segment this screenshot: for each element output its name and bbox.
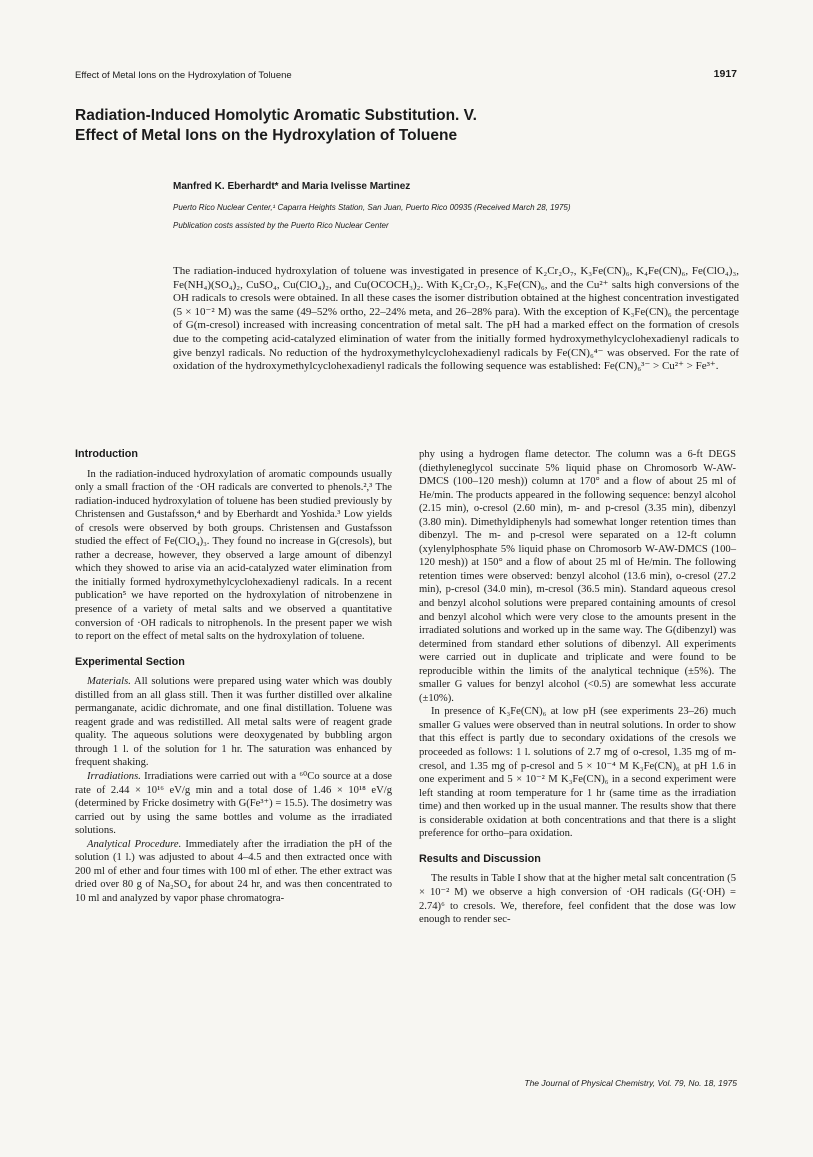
analytical-text: Immediately after the irradiation the pH of the solution (1 l.) was adjusted to about 4–4.5 and then extracted once with 200 ml of ether and four times with 100 ml of ether. The ether extract was dried over 80 g of Na₂SO₄ for about 24 hr, and was then concentrated to 10 ml and analyzed by vapor phase chromatogra-: [75, 838, 392, 904]
irradiations-text: Irradiations were carried out with a ⁶⁰Co source at a dose rate of 2.44 × 10¹⁶ eV/g min and a total dose of 1.46 × 10¹⁸ eV/g (determined by Fricke dosimetry with G(Fe³⁺) = 15.5). The dosimetry was carried out by using the same bottles and volume as the irradiated solutions.: [75, 771, 392, 837]
analytical-label: Analytical Procedure.: [87, 838, 182, 850]
materials-paragraph: [75, 675, 392, 770]
materials-label: Materials.: [87, 676, 131, 688]
right-column: [419, 448, 736, 927]
running-head: Effect of Metal Ions on the Hydroxylation of Toluene: [75, 70, 292, 81]
affiliation: Puerto Rico Nuclear Center,¹ Caparra Heights Station, San Juan, Puerto Rico 00935 (Received March 28, 1975): [173, 203, 571, 212]
title-line-2: Effect of Metal Ions on the Hydroxylation of Toluene: [75, 127, 458, 144]
title-line-1: Radiation-Induced Homolytic Aromatic Substitution. V.: [75, 107, 477, 124]
analytical-paragraph: [75, 838, 392, 906]
results-paragraph: The results in Table I show that at the higher metal salt concentration (5 × 10⁻² M) we observe a high conversion of ·OH radicals (G(·OH) = 2.74)⁶ to cresols. We, therefore, feel confident that the dose was low enough to render sec-: [419, 873, 736, 926]
publication-costs-note: Publication costs assisted by the Puerto Rico Nuclear Center: [173, 221, 389, 230]
materials-text: All solutions were prepared using water which was doubly distilled from an all glass still. Then it was further distilled over alkaline permanganate, acidic dichromate, and one final distillation. Toluene was reagent grade and was redistilled. All metal salts were of reagent grade quality. The aqueous solutions were deoxygenated by bubbling argon through 1 l. of the solution for 1 hr. The saturation was enhanced by frequent shaking.: [75, 676, 392, 769]
experimental-heading: Experimental Section: [75, 655, 185, 668]
authors: Manfred K. Eberhardt* and Maria Ivelisse Martinez: [173, 181, 411, 192]
journal-footer: The Journal of Physical Chemistry, Vol. 79, No. 18, 1975: [524, 1078, 737, 1088]
irradiations-paragraph: [75, 770, 392, 838]
results-heading: Results and Discussion: [419, 852, 541, 865]
introduction-paragraph: In the radiation-induced hydroxylation of aromatic compounds usually only a small fraction of the ·OH radicals are converted to phenols.²,³ The radiation-induced hydroxylation of toluene has been studied previously by Christensen and Gustafsson,⁴ and by Eberhardt and Yoshida.³ Low yields of cresols were observed by both groups. Christensen and Gustafsson studied the effect of Fe(ClO₄)₃. They found no increase in G(cresols), but rather a decrease, however, they observed a large amount of dibenzyl which they showed to arise via an acid-catalyzed water elimination from the initially formed hydroxymethylcyclohexadienyl radicals. In a recent publication⁵ we have reported on the hydroxylation of nitrobenzene in presence of a variety of metal salts and we observed a quantitative conversion of ·OH radicals to nitrophenols. In the present paper we wish to report on the effect of metal salts on the hydroxylation of toluene.: [75, 468, 392, 643]
oxidation-paragraph: In presence of K₃Fe(CN)₆ at low pH (see experiments 23–26) much smaller G values were observed than in neutral solutions. In order to show that this effect is partly due to secondary oxidations of the cresols we proceeded as follows: 1 l. solutions of 2.7 mg of o-cresol, 1.35 mg of m-cresol, and 1.35 mg of p-cresol and 5 × 10⁻⁴ M K₃Fe(CN)₆ at pH 1.6 in one experiment and 5 × 10⁻² M K₃Fe(CN)₆ in a second experiment were left standing at room temperature for 1 hr (same time as the irradiation time) and then worked up in the usual manner. The results show that there is considerable oxidation at both concentrations and that there is a slight preference for ortho–para oxidation.: [419, 706, 736, 840]
left-column: [75, 448, 392, 906]
irradiations-label: Irradiations.: [87, 771, 141, 783]
introduction-heading: Introduction: [75, 448, 138, 460]
article-title: [75, 106, 755, 146]
chromatography-paragraph: phy using a hydrogen flame detector. The column was a 6-ft DEGS (diethyleneglycol succinate 5% liquid phase on Chromosorb W-AW-DMCS (100–120 mesh)) column at 170° and a flow of about 25 ml of He/min. The products appeared in the following sequence: benzyl alcohol (2.15 min), o-cresol (2.60 min), m- and p-cresol (3.35 min), dibenzyl (3.80 min). Dimethyldiphenyls had somewhat longer retention times than dibenzyl. The m- and p-cresol were separated on a 12-ft column (xylenylphosphate 5% liquid phase on Chromosorb W-AW-DMCS (100–120 mesh)) at 150° and a flow of about 25 ml of He/min. The following retention times were observed: benzyl alcohol (13.6 min), o-cresol (27.2 min), p-cresol (34.0 min), m-cresol (36.5 min). Standard aqueous cresol and benzyl alcohol solutions were prepared containing amounts of cresol and benzyl alcohol which were very close to the amounts present in the irradiated solutions and worked up in the same way. The G(dibenzyl) was determined from standard ether solutions of dibenzyl. All experiments were carried out in duplicate and triplicate and were found to be reproducible within the limits of the analytical technique (±5%). The smaller G values for benzyl alcohol (<0.5) are somewhat less accurate (±10%).: [419, 449, 736, 704]
abstract: The radiation-induced hydroxylation of toluene was investigated in presence of K₂Cr₂O₇, K₃Fe(CN)₆, K₄Fe(CN)₆, Fe(ClO₄)₃, Fe(NH₄)(SO₄)₂, CuSO₄, Cu(ClO₄)₂, and Cu(OCOCH₃)₂. With K₂Cr₂O₇, K₃Fe(CN)₆, and the Cu²⁺ salts high conversions of the OH radicals to cresols were obtained. In all these cases the isomer distribution obtained at the highest concentration investigated (5 × 10⁻² M) was the same (49–52% ortho, 22–24% meta, and 26–28% para). With the exception of K₃Fe(CN)₆ the percentage of G(m-cresol) increased with increasing concentration of metal salt. The pH had a marked effect on the formation of cresols due to the competing acid-catalyzed elimination of water from the initially formed hydroxymethylcyclohexadienyl radicals to give benzyl radicals. No reduction of the hydroxymethylcyclohexadienyl radicals by Fe(CN)₆⁴⁻ was observed. For the rate of oxidation of the hydroxymethylcyclohexadienyl radicals the following sequence was established: Fe(CN)₆³⁻ > Cu²⁺ > Fe³⁺.: [173, 265, 739, 373]
page-number: 1917: [713, 68, 737, 80]
